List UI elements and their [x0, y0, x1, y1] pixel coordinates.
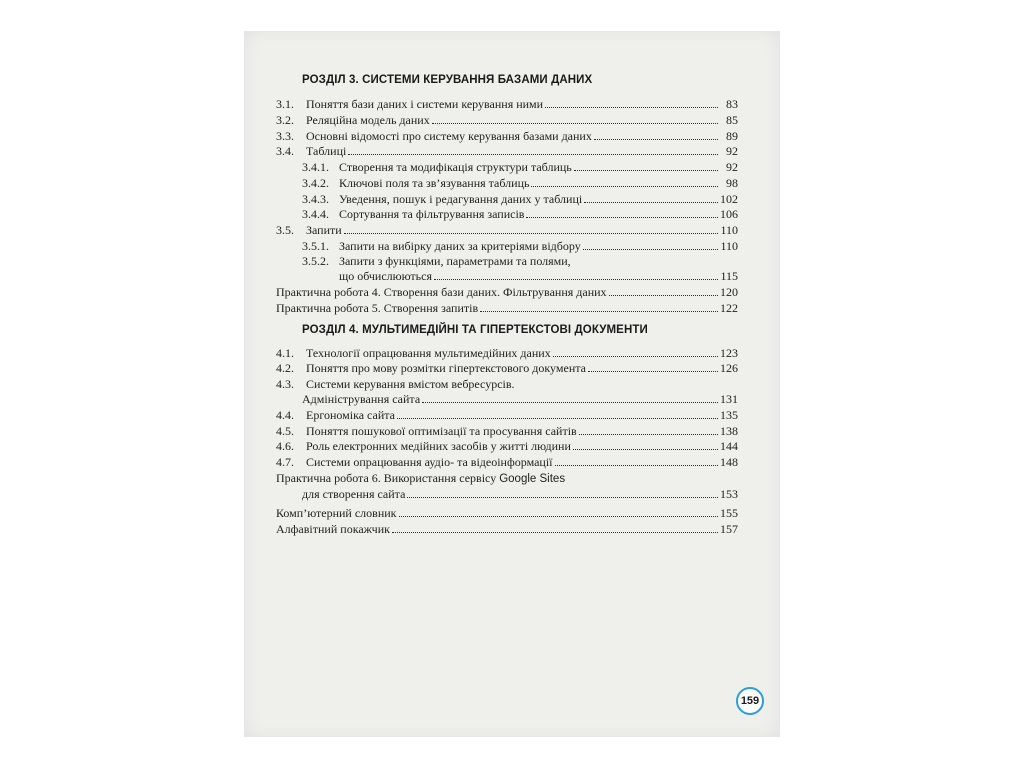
toc-entry-title: Поняття бази даних і системи керування ними: [306, 97, 544, 111]
section-4-heading: РОЗДІЛ 4. МУЛЬТИМЕДІЙНІ ТА ГІПЕРТЕКСТОВІ ДОКУМЕНТИ: [302, 324, 648, 336]
dot-leader: [545, 97, 718, 108]
dot-leader: [399, 506, 719, 517]
toc-entry: [276, 143, 738, 159]
toc-entry-title: Алфавітний покажчик: [276, 522, 390, 536]
toc-entry-page: 102: [720, 192, 738, 206]
toc-subentry: [302, 206, 738, 222]
toc-entry-title: Практична робота 6. Використання сервісу: [276, 471, 500, 485]
toc-entry-title: Практична робота 4. Створення бази даних. Фільтрування даних: [276, 285, 607, 299]
toc-entry-title: Технології опрацювання мультимедійних даних: [306, 346, 551, 360]
toc-entry-title: Уведення, пошук і редагування даних у таблиці: [339, 192, 583, 206]
toc-entry-number: 4.1.: [276, 346, 294, 360]
dot-leader: [344, 223, 718, 234]
toc-entry-page: 89: [726, 129, 738, 143]
toc-entry-number: 3.5.1.: [302, 239, 329, 253]
toc-subentry: [302, 253, 738, 269]
toc-entry: [276, 423, 738, 439]
toc-entry-page: 157: [720, 522, 738, 536]
dot-leader: [555, 455, 719, 466]
toc-entry-page: 148: [720, 455, 738, 469]
toc-entry: [276, 112, 738, 128]
toc-entry-title: Сортування та фільтрування записів: [339, 207, 525, 221]
toc-entry-number: 4.6.: [276, 439, 294, 453]
dot-leader: [422, 392, 718, 403]
toc-entry: [276, 438, 738, 454]
toc-entry: [276, 407, 738, 423]
toc-entry-number: 3.5.2.: [302, 254, 329, 268]
toc-entry-page: 85: [726, 113, 738, 127]
toc-entry-page: 131: [720, 392, 738, 406]
dot-leader: [594, 129, 718, 140]
toc-entry-title: Комп’ютерний словник: [276, 506, 397, 520]
toc-entry-number: 3.4.3.: [302, 192, 329, 206]
toc-entry-page: 92: [726, 160, 738, 174]
toc-entry-title: Реляційна модель даних: [306, 113, 430, 127]
toc-entry-number: 4.7.: [276, 455, 294, 469]
toc-entry-title: Ключові поля та зв’язування таблиць: [339, 176, 530, 190]
toc-entry-number: 3.4.4.: [302, 207, 329, 221]
dot-leader: [526, 207, 718, 218]
toc-entry-title-continued: Адміністрування сайта: [302, 392, 421, 406]
toc-entry: [276, 454, 738, 470]
toc-entry-page: 115: [720, 269, 738, 283]
toc-subentry: [302, 191, 738, 207]
google-sites-brand-text: Google Sites: [499, 473, 566, 485]
toc-entry-page: 122: [720, 301, 738, 315]
toc-entry-number: 4.3.: [276, 377, 294, 391]
toc-entry-title: Роль електронних медійних засобів у житті людини: [306, 439, 571, 453]
toc-entry-number: 3.3.: [276, 129, 294, 143]
toc-entry-title-continued: що обчислюються: [339, 269, 432, 283]
toc-practical-entry: [276, 300, 738, 316]
toc-entry-number: 3.5.: [276, 223, 294, 237]
dot-leader: [397, 408, 718, 419]
toc-entry-number: 3.4.2.: [302, 176, 329, 190]
dot-leader: [583, 239, 718, 250]
toc-entry-continuation: [302, 391, 738, 407]
toc-entry-page: 110: [720, 223, 738, 237]
toc-entry-title: Основні відомості про систему керування базами даних: [306, 129, 592, 143]
toc-entry-number: 4.5.: [276, 424, 294, 438]
toc-entry-page: 155: [720, 506, 738, 520]
toc-entry-page: 135: [720, 408, 738, 422]
dot-leader: [348, 144, 718, 155]
dot-leader: [588, 361, 718, 372]
dot-leader: [434, 269, 718, 280]
toc-entry-page: 83: [726, 97, 738, 111]
toc-entry-title: Системи керування вмістом вебресурсів.: [306, 377, 515, 391]
toc-subentry: [302, 175, 738, 191]
toc-entry-page: 126: [720, 361, 738, 375]
toc-entry-number: 4.2.: [276, 361, 294, 375]
dot-leader: [432, 113, 718, 124]
toc-entry-title: Ергономіка сайта: [306, 408, 395, 422]
toc-entry-title: Системи опрацювання аудіо- та відеоінформації: [306, 455, 553, 469]
dot-leader: [553, 346, 718, 357]
toc-entry-title: Запити з функціями, параметрами та полями,: [339, 254, 571, 268]
toc-practical-entry: [276, 470, 738, 486]
toc-entry-page: 92: [726, 144, 738, 158]
toc-entry-continuation: [302, 486, 738, 502]
toc-entry-title: Поняття про мову розмітки гіпертекстового документа: [306, 361, 586, 375]
toc-entry-title: Запити на вибірку даних за критеріями відбору: [339, 239, 581, 253]
dot-leader: [609, 285, 718, 296]
toc-practical-entry: [276, 284, 738, 300]
toc-entry-number: 3.4.1.: [302, 160, 329, 174]
toc-entry-page: 138: [720, 424, 738, 438]
toc-glossary-entry: [276, 505, 738, 521]
toc-entry-page: 153: [720, 487, 738, 501]
toc-entry: [276, 376, 738, 392]
toc-entry-number: 3.2.: [276, 113, 294, 127]
dot-leader: [480, 301, 718, 312]
toc-entry-page: 110: [720, 239, 738, 253]
dot-leader: [573, 439, 718, 450]
toc-entry-title: Створення та модифікація структури таблиць: [339, 160, 572, 174]
toc-entry-number: 4.4.: [276, 408, 294, 422]
toc-entry-title: Таблиці: [306, 144, 347, 158]
toc-entry-page: 123: [720, 346, 738, 360]
toc-entry-page: 120: [720, 285, 738, 299]
toc-entry-number: 3.4.: [276, 144, 294, 158]
toc-entry: [276, 96, 738, 112]
dot-leader: [392, 522, 718, 533]
toc-index-entry: [276, 521, 738, 537]
section-3-heading: РОЗДІЛ 3. СИСТЕМИ КЕРУВАННЯ БАЗАМИ ДАНИХ: [302, 74, 593, 86]
toc-entry-number: 3.1.: [276, 97, 294, 111]
toc-entry-title-continued: для створення сайта: [302, 487, 406, 501]
dot-leader: [579, 424, 718, 435]
toc-entry-page: 144: [720, 439, 738, 453]
dot-leader: [584, 192, 718, 203]
toc-entry-page: 106: [720, 207, 738, 221]
toc-entry-title: Практична робота 5. Створення запитів: [276, 301, 479, 315]
toc-entry-page: 98: [726, 176, 738, 190]
toc-subentry: [302, 238, 738, 254]
toc-entry-title: Запити: [306, 223, 342, 237]
dot-leader: [574, 160, 718, 171]
toc-entry: [276, 345, 738, 361]
toc-entry: [276, 222, 738, 238]
toc-subentry-continuation: [339, 268, 738, 284]
toc-entry: [276, 360, 738, 376]
toc-entry-title: Поняття пошукової оптимізації та просування сайтів: [306, 424, 577, 438]
dot-leader: [407, 487, 718, 498]
toc-subentry: [302, 159, 738, 175]
dot-leader: [531, 176, 718, 187]
toc-entry: [276, 128, 738, 144]
page-number-badge: 159: [736, 687, 764, 715]
